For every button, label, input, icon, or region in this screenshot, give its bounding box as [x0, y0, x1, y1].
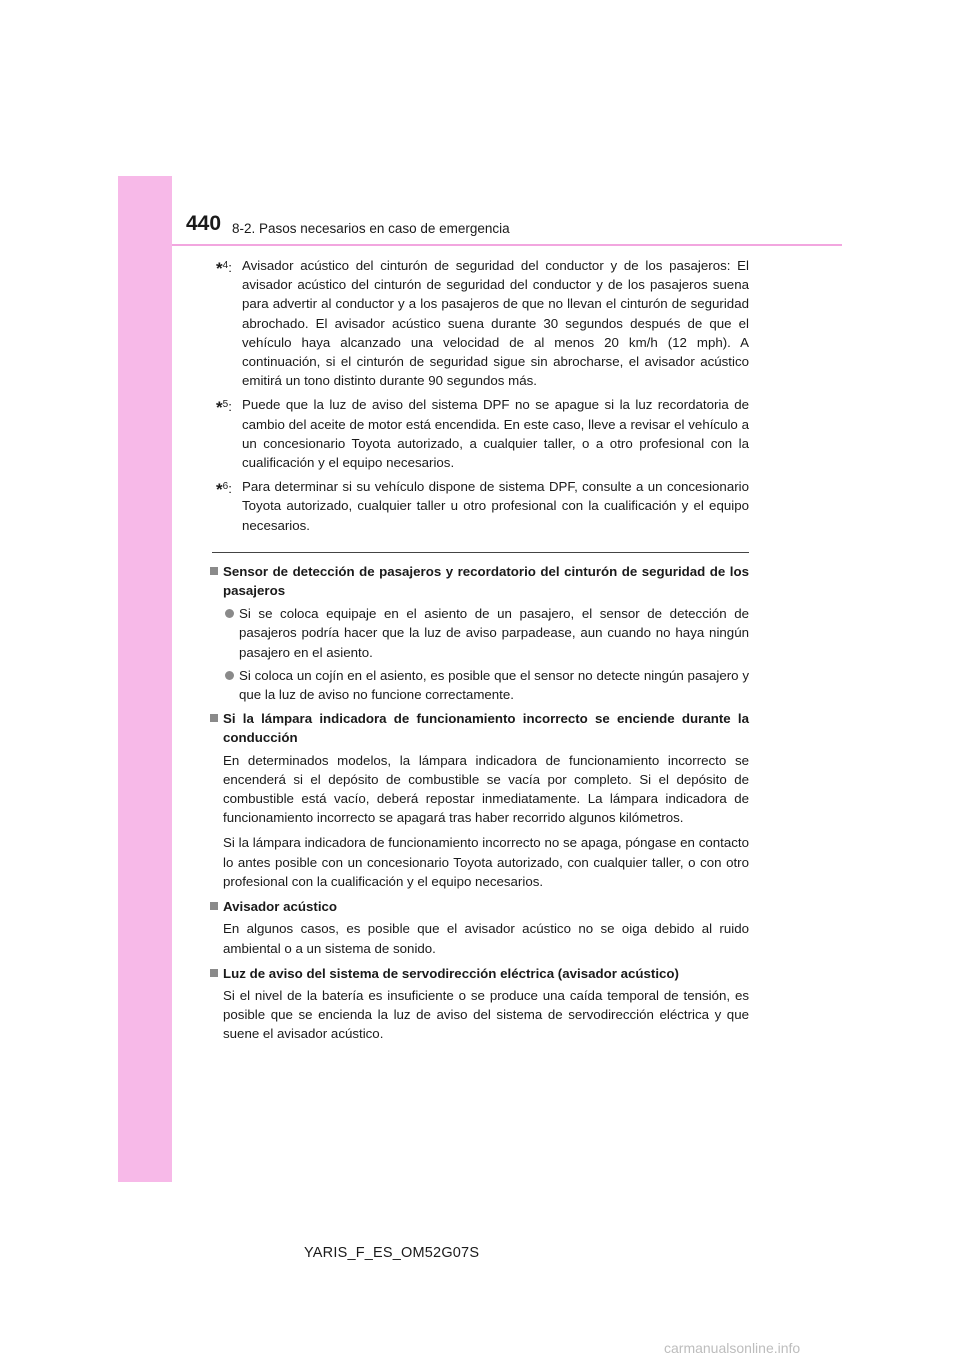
heading-power-steering: Luz de aviso del sistema de servodirección eléctrica (avisador acústico) — [212, 964, 749, 983]
footnote-6 — [212, 477, 749, 535]
footnote-marker: *$^5$: — [216, 398, 232, 418]
circle-bullet-icon — [225, 609, 234, 618]
bullet-item: Si coloca un cojín en el asiento, es posible que el sensor no detecte ningún pasajero y que la luz de aviso no funcione correctamente. — [212, 666, 749, 704]
document-code: YARIS_F_ES_OM52G07S — [304, 1245, 480, 1261]
square-bullet-icon — [210, 714, 218, 722]
footnote-text: Puede que la luz de aviso del sistema DPF no se apague si la luz recordatoria de cambio del aceite de motor está encendida. En este caso, lleve a revisar el vehículo a un concesionario Toyota autorizado, a cualquier taller, o a otro profesional con la cualificación y el equipo necesarios. — [242, 397, 749, 471]
bullet-item: Si se coloca equipaje en el asiento de un pasajero, el sensor de detección de pasajeros podría hacer que la luz de aviso parpadease, aun cuando no haya ningún pasajero en el asiento. — [212, 604, 749, 662]
square-bullet-icon — [210, 969, 218, 977]
square-bullet-icon — [210, 567, 218, 575]
paragraph: En determinados modelos, la lámpara indicadora de funcionamiento incorrecto se encenderá si el depósito de combustible se vacía por completo. Si el depósito de combustible está vacío, deberá repostar inmediatamente. La lámpara indicadora de funcionamiento incorrecto se apagará tras haber recorrido algunos kilómetros. — [223, 752, 749, 826]
section-title: 8-2. Pasos necesarios en caso de emergencia — [232, 221, 510, 236]
page-number: 440 — [186, 212, 222, 235]
watermark-text: carmanualsonline.info — [664, 1340, 801, 1356]
section-divider — [212, 552, 749, 553]
footnote-5 — [212, 395, 749, 472]
footnote-text: Para determinar si su vehículo dispone de sistema DPF, consulte a un concesionario Toyota autorizado, cualquier taller u otro profesional con la cualificación y el equipo necesarios. — [242, 479, 749, 533]
square-bullet-icon — [210, 902, 218, 910]
header-rule — [172, 244, 842, 246]
footnote-marker: *$^4$: — [216, 259, 232, 278]
heading-passenger-sensor: Sensor de detección de pasajeros y recordatorio del cinturón de seguridad de los pasajeros — [212, 562, 749, 600]
heading-malfunction-lamp: Si la lámpara indicadora de funcionamiento incorrecto se enciende durante la conducción — [212, 709, 749, 747]
paragraph: En algunos casos, es posible que el avisador acústico no se oiga debido al ruido ambiental o a un sistema de sonido. — [223, 921, 749, 956]
side-color-band — [118, 176, 172, 1182]
heading-buzzer: Avisador acústico — [212, 897, 749, 916]
paragraph: Si la lámpara indicadora de funcionamiento incorrecto no se apaga, póngase en contacto lo antes posible con un concesionario Toyota autorizado, con cualquier taller, o con otro profesional con la cualificación y el equipo necesarios. — [223, 835, 749, 889]
circle-bullet-icon — [225, 671, 234, 680]
footnote-4 — [212, 256, 749, 390]
footnote-marker: *$^6$: — [216, 480, 232, 500]
page-content — [212, 256, 749, 1050]
footnote-text: Avisador acústico del cinturón de seguridad del conductor y de los pasajeros: El avisador acústico del cinturón de seguridad del conductor y de los pasajeros suena para advertir al conductor y a los pasajeros de que no llevan el cinturón de seguridad abrochado. El avisador acústico suena durante 30 segundos después de que el vehículo haya alcanzado una velocidad de al menos 20 km/h (12 mph). A continuación, si el cinturón de seguridad sigue sin abrocharse, el avisador acústico emitirá un tono distinto durante 90 segundos más. — [242, 258, 749, 389]
paragraph: Si el nivel de la batería es insuficiente o se produce una caída temporal de tensión, es posible que se encienda la luz de aviso del sistema de servodirección eléctrica y que suene el avisador acústico. — [223, 987, 749, 1042]
